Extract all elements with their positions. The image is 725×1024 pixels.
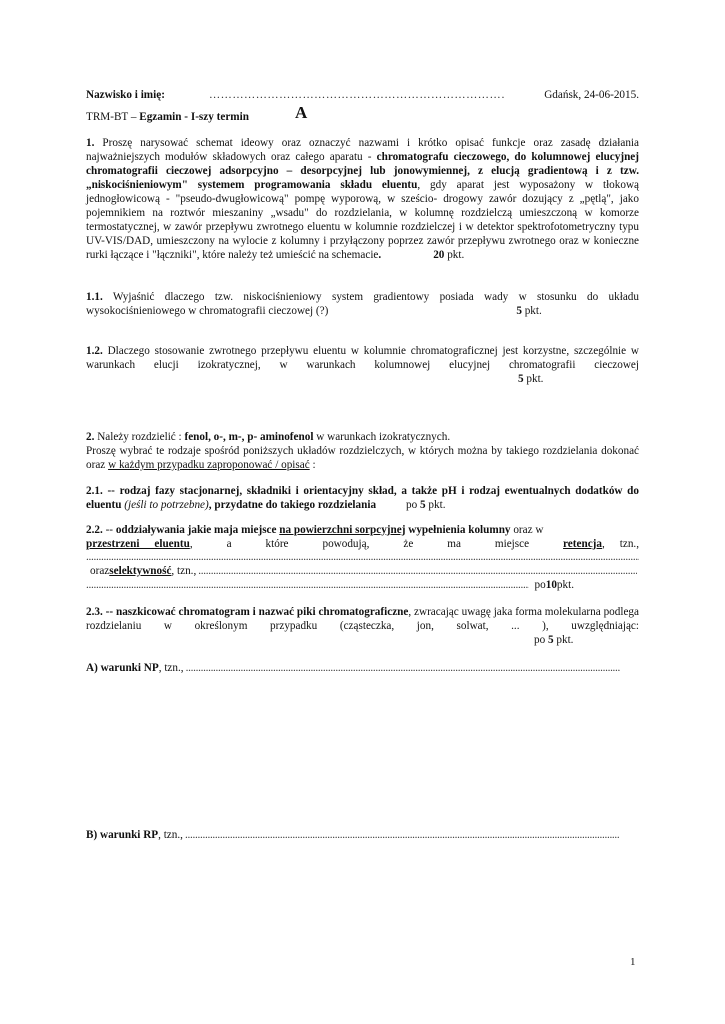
part-a-np-conditions: A) warunki NP , tzn., .....: [86, 661, 622, 675]
question-2-3-number: 2.3.: [86, 606, 103, 618]
exam-variant: A: [294, 103, 308, 122]
question-1-number: 1.: [86, 137, 95, 149]
question-1: 1. Proszę narysować schemat ideowy oraz oznaczyć nazwami i krótko opisać funkcje oraz zasadę działania najważniejszych modułów składowych oraz całego aparatu - chromatografu cieczowego, do kolumnowej elucyjnej chromatografii cieczowej adsorpcyjno – desorpcyjnej lub jonowymiennej, z elucją gradientową i z tzw. „niskociśnieniowym" systemem programowania składu eluentu, gdy aparat jest wyposażony w tłokową jednogłowicową - "pseudo-dwugłowicową" pompę wyporową, w sześcio- drogowy zawór dozujący z „pętlą", jako pojemnikiem na roztwór mieszaniny „wsadu" do rozdzielania, w kolumnę rozdzielczą umieszczoną w komorze termostatycznej, w zawór przepływu zwrotnego eluentu w kolumnie rozdzielczej i w detektor spektrofotometryczny typu UV-VIS/DAD, umieszczony na wylocie z kolumny i przyłączony poprzez zawór przepływu zwrotnego oraz w konieczne rurki łączące i "łączniki", które należy też umieścić na schemacie. 20 pkt.: [86, 137, 639, 261]
question-1-1: 1.1. Wyjaśnić dlaczego tzw. niskociśnieniowy system gradientowy posiada wady w stosunku do układu wysokociśnieniowego w chromatografii cieczowej (?) 5 pkt.: [86, 291, 639, 317]
question-2-1-points: 5: [420, 499, 426, 511]
question-1-1-number: 1.1.: [86, 291, 103, 303]
place-date: Gdańsk, 24-06-2015.: [544, 89, 639, 101]
exam-title: Egzamin - I-szy termin: [139, 111, 249, 123]
page-number: 1: [630, 956, 636, 968]
part-b-label: B) warunki RP: [86, 829, 159, 841]
name-line: [86, 88, 639, 102]
question-2-2: 2.2. -- oddziaływania jakie maja miejsce na powierzchni sorpcyjnej wypełnienia kolumny oraz w przestrzeni eluentu, a które powodują, że ma miejsce retencja, tzn., ..... oraz selektywność , tzn., ..... ..... po 10 pkt.: [86, 523, 639, 592]
question-1-points: 20: [433, 249, 445, 261]
question-2-1: 2.1. -- rodzaj fazy stacjonarnej, składniki i orientacyjny skład, a także pH i rodzaj ewentualnych dodatków do eluentu (jeśli to potrzebne), przydatne do takiego rozdzielania po 5 pkt.: [86, 485, 639, 511]
question-1-1-points: 5: [516, 305, 522, 317]
part-a-label: A) warunki NP: [86, 662, 159, 674]
question-2: 2. Należy rozdzielić : fenol, o-, m-, p- aminofenol w warunkach izokratycznych. Proszę wybrać te rodzaje spośród poniższych układów rozdzielczych, w których można by takiego rozdzielania dokonać oraz w każdym przypadku zaproponować / opisać :: [86, 431, 639, 471]
answer-line: [186, 661, 620, 675]
question-2-3: 2.3. -- naszkicować chromatogram i nazwać piki chromatograficzne, zwracając uwagę jaka forma molekularna podlega rozdzielaniu w określonym przypadku (cząsteczka, jon, solwat, ... ), uwzględniając:po 5 pkt.: [86, 606, 639, 646]
question-2-number: 2.: [86, 431, 95, 443]
question-1-2-points: 5: [518, 373, 524, 385]
question-2-2-number: 2.2.: [86, 524, 103, 536]
name-fill-line: [209, 88, 504, 102]
exam-title-line: TRM-BT – Egzamin - I-szy termin A: [86, 103, 308, 123]
answer-line: [198, 564, 637, 578]
answer-line: [185, 828, 620, 842]
answer-line: [86, 578, 529, 592]
course-code: TRM-BT: [86, 111, 129, 123]
question-2-3-points: 5: [547, 634, 554, 646]
answer-line: [86, 550, 639, 564]
part-b-rp-conditions: B) warunki RP , tzn., .....: [86, 828, 622, 842]
question-1-2: 1.2. Dlaczego stosowanie zwrotnego przepływu eluentu w kolumnie chromatograficznej jest korzystne, szczególnie w warunkach elucji izokratycznej, w warunkach kolumnowej elucyjnej chromatografii cieczowej5 pkt.: [86, 345, 639, 385]
question-1-2-number: 1.2.: [86, 345, 103, 357]
question-2-2-points: 10: [545, 579, 557, 591]
question-2-1-number: 2.1.: [86, 485, 103, 497]
name-label: Nazwisko i imię:: [86, 89, 165, 101]
